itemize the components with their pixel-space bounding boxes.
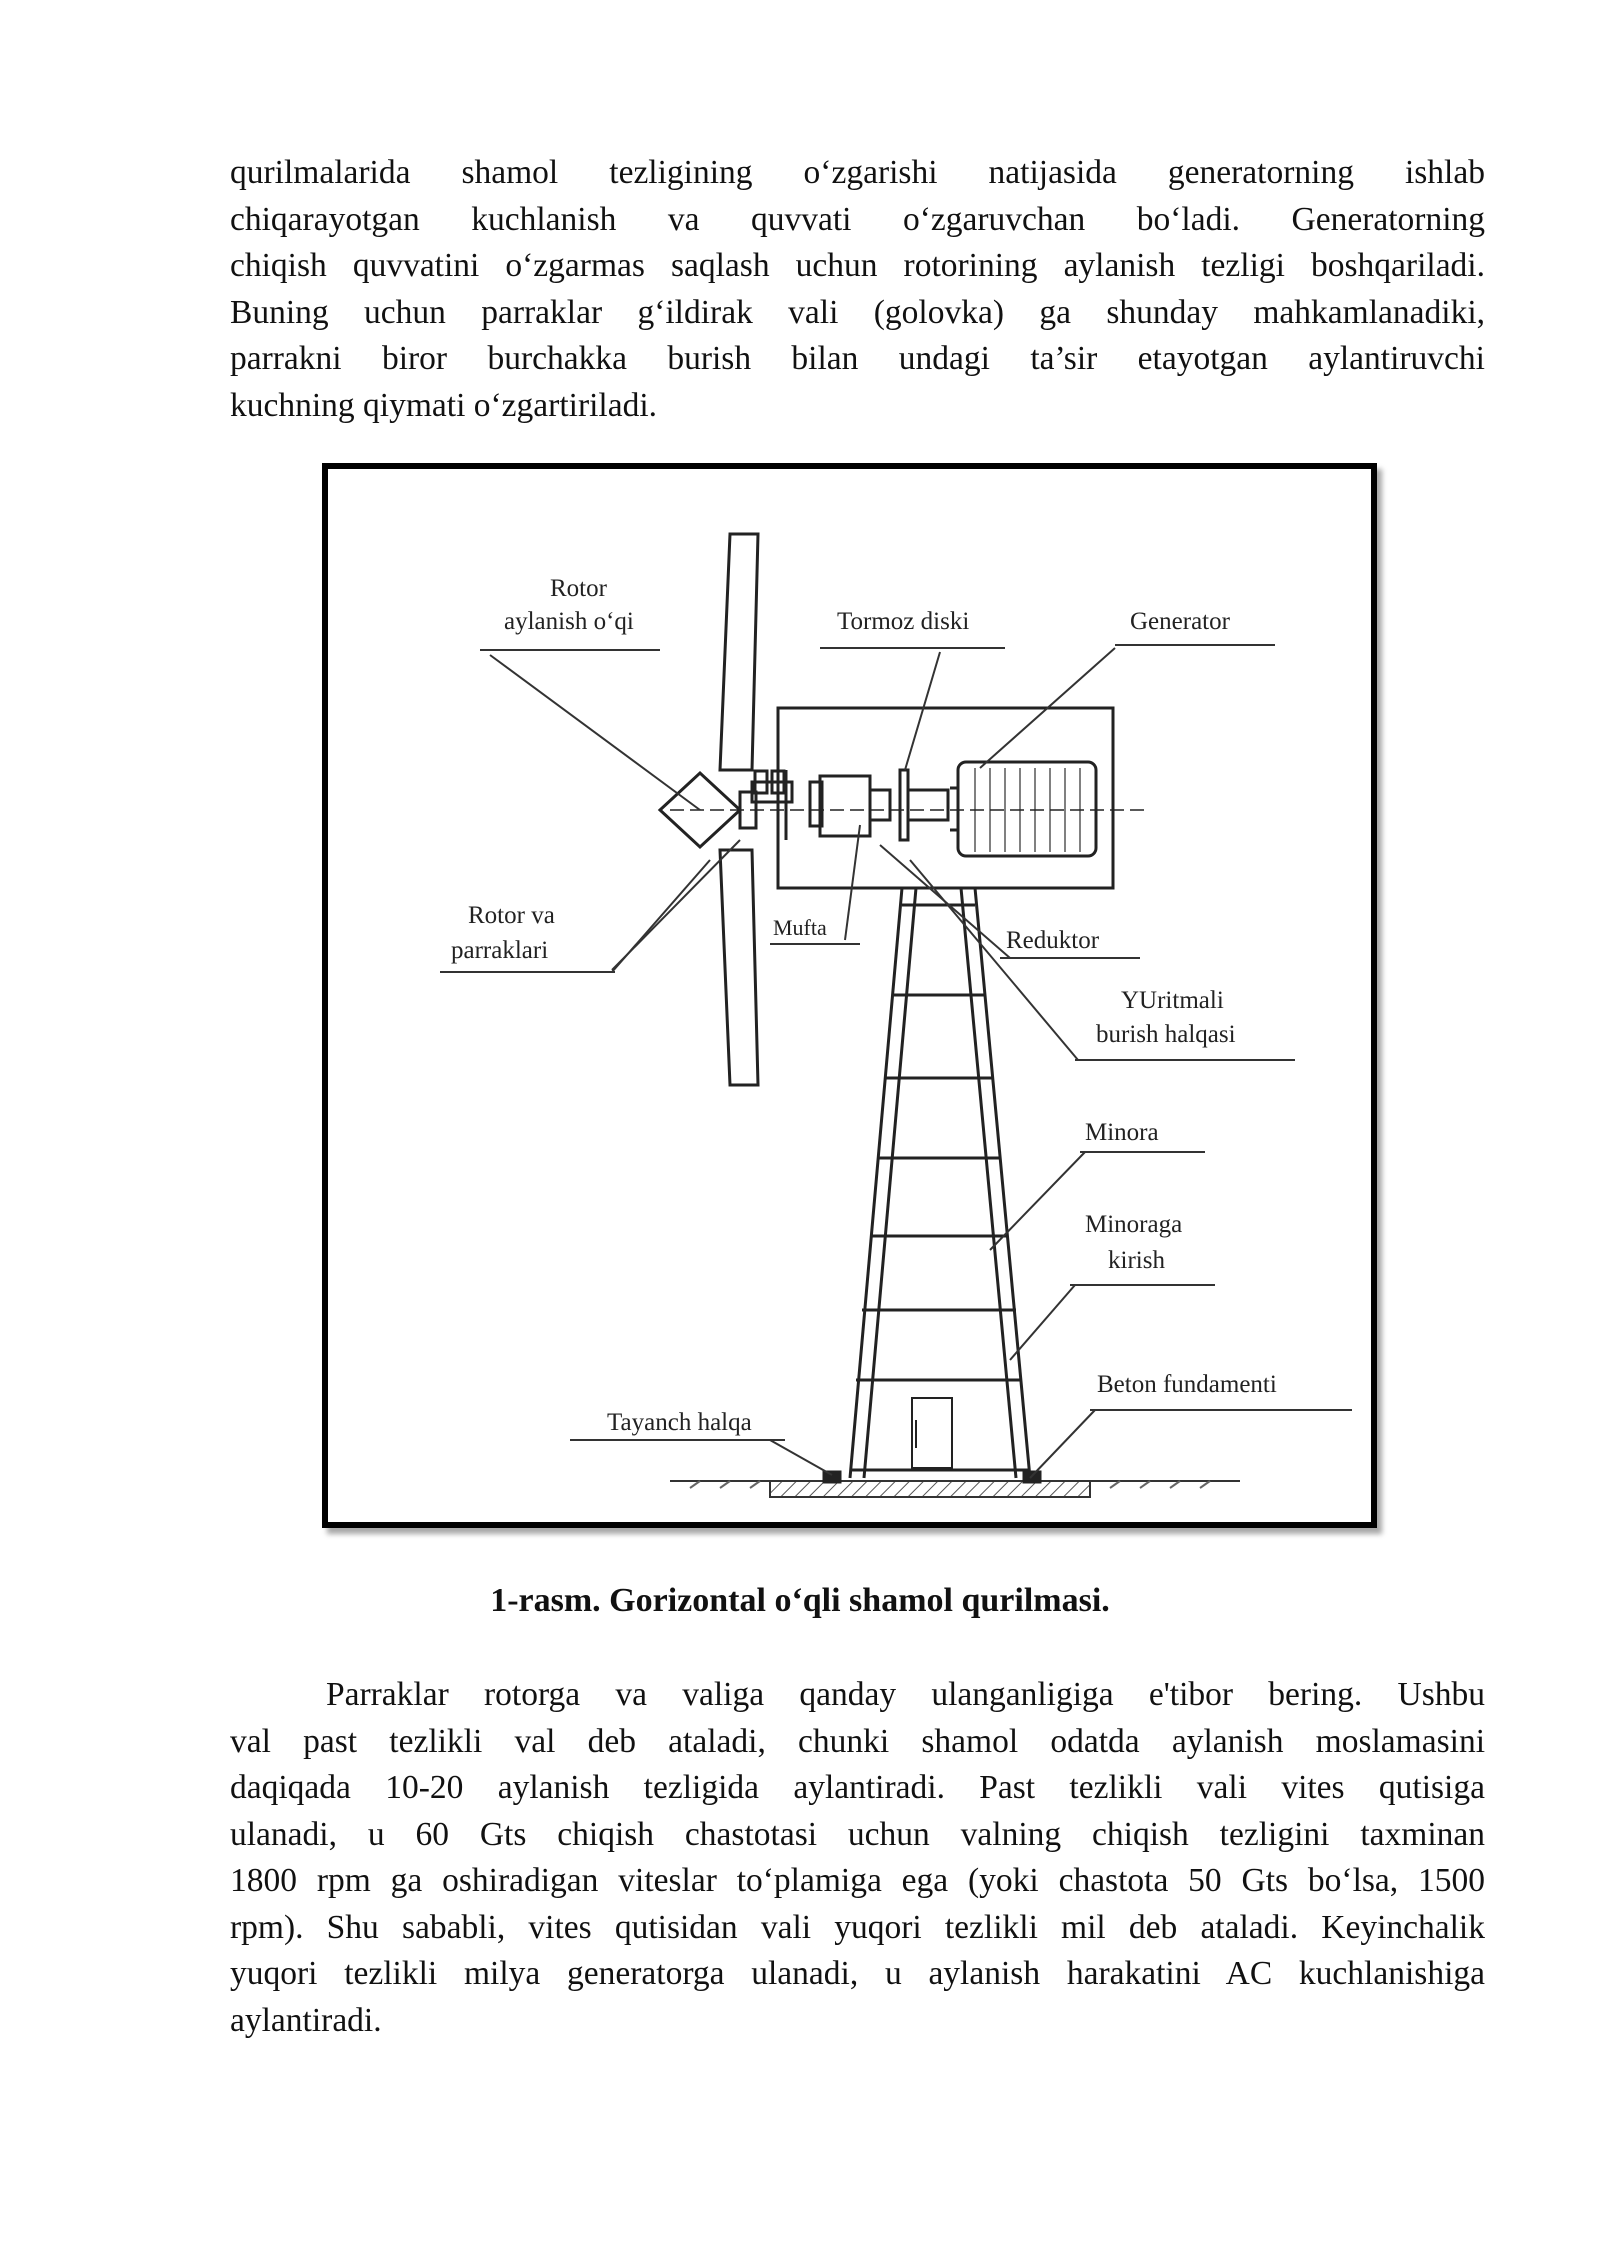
label-foundation: Beton fundamenti [1097,1371,1277,1398]
text-line: aylantiradi. [230,2001,382,2039]
text-line: kuchning qiymati o‘zgartiriladi. [230,386,658,424]
text-line: rpm). Shu sababli, vites qutisidan vali yuqori tezlikli mil deb ataladi. Keyinchalik [230,1908,1485,1946]
tower-door [912,1398,952,1468]
label-tower: Minora [1085,1119,1159,1146]
gearbox-body [820,776,870,836]
label-tower-entry: Minoraga [1085,1211,1183,1238]
figure-caption: 1-rasm. Gorizontal o‘qli shamol qurilmasi. [490,1582,1110,1619]
generator-body [958,762,1096,856]
label-support-ring: Tayanch halqa [607,1409,752,1436]
paragraph-body [230,1672,1485,2044]
figure-frame [322,463,1377,1528]
label-generator: Generator [1130,608,1230,635]
label-tower-entry: kirish [1108,1247,1165,1274]
text-line: chiqish quvvatini o‘zgarmas saqlash uchun rotorining aylanish tezligi boshqariladi. [230,247,1485,284]
label-brake-disc: Tormoz diski [837,608,970,635]
label-rotor-blades: parraklari [451,937,549,964]
text-line: val past tezlikli val deb ataladi, chunki shamol odatda aylanish moslamasini [230,1722,1485,1760]
text-line: yuqori tezlikli milya generatorga ulanadi, u aylanish harakatini AC kuchlanishiga [230,1955,1485,1992]
text-line: chiqarayotgan kuchlanish va quvvati o‘zgaruvchan bo‘ladi. Generatorning [230,200,1485,238]
label-rotor-axis: Rotor [550,575,607,602]
text-line: ulanadi, u 60 Gts chiqish chastotasi uchun valning chiqish tezligini taxminan [230,1815,1485,1853]
label-yaw-ring: burish halqasi [1096,1021,1236,1048]
label-rotor-axis: aylanish o‘qi [504,608,634,635]
label-gearbox: Reduktor [1006,927,1100,954]
label-rotor-blades: Rotor va [468,902,555,929]
text-line: daqiqada 10-20 aylanish tezligida aylantiradi. Past tezlikli vali vites qutisiga [230,1769,1485,1806]
label-coupling: Mufta [773,915,827,940]
text-line: Buning uchun parraklar g‘ildirak vali (golovka) ga shunday mahkamlanadiki, [230,293,1485,331]
text-line: qurilmalarida shamol tezligining o‘zgarishi natijasida generatorning ishlab [230,154,1485,191]
label-yaw-ring: YUritmali [1121,987,1224,1014]
text-line: Parraklar rotorga va valiga qanday ulanganligiga e'tibor bering. Ushbu [326,1676,1485,1713]
leader-lines [440,645,1352,1478]
text-line: parrakni biror burchakka burish bilan undagi ta’sir etayotgan aylantiruvchi [230,340,1485,377]
wind-turbine-diagram [328,469,1371,1522]
text-line: 1800 rpm ga oshiradigan viteslar to‘plamiga ega (yoki chastota 50 Gts bo‘lsa, 1500 [230,1862,1485,1899]
paragraph-intro [230,150,1485,429]
ground [670,1481,1240,1497]
